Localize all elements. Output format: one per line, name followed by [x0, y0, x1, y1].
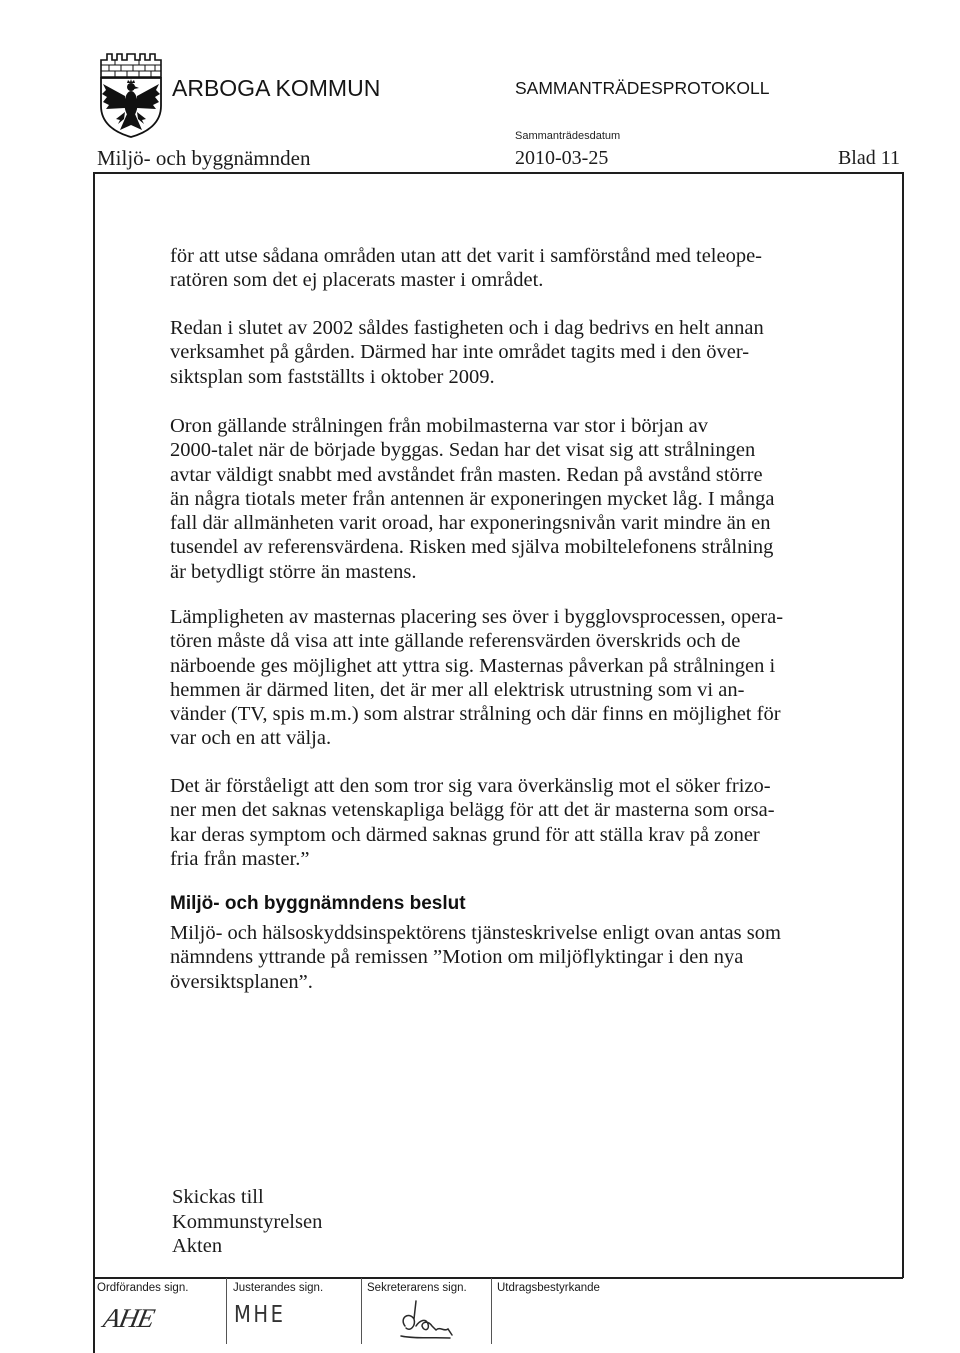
frame-right-border	[902, 172, 904, 1278]
text-line: Lämpligheten av masternas placering ses över i bygglovsprocessen, opera-	[170, 606, 784, 628]
signature-label-chair: Ordförandes sign.	[97, 1282, 189, 1294]
text-line: nämndens yttrande på remissen ”Motion om miljöflyktingar i den nya	[170, 946, 744, 969]
text-line: siktsplan som fastställts i oktober 2009.	[170, 365, 495, 388]
distribution-label: Skickas till	[172, 1186, 264, 1208]
text-line: för att utse sådana områden utan att det varit i samförstånd med teleope-	[170, 245, 763, 267]
text-line: var och en att välja.	[170, 727, 332, 750]
text-line: 2000-talet när de började byggas. Sedan har det visat sig att strålningen	[170, 439, 756, 462]
text-line: tusendel av referensvärdena. Risken med själva mobiltelefonens strålning	[170, 536, 774, 559]
text-line: kar deras symptom och därmed saknas grund för att ställa krav på zoner	[170, 823, 760, 846]
text-line: är betydligt större än mastens.	[170, 560, 417, 583]
decision-heading: Miljö- och byggnämndens beslut	[170, 893, 466, 914]
text-line: ner men det saknas vetenskapliga belägg för att det är masterna som orsa-	[170, 799, 775, 822]
signature-label-secretary: Sekreterarens sign.	[367, 1282, 467, 1294]
text-line: Det är förståeligt att den som tror sig vara överkänslig mot el söker frizo-	[170, 775, 771, 797]
distribution-list	[172, 1185, 322, 1259]
secretary-signature	[395, 1296, 455, 1340]
signature-cell-separator	[491, 1278, 492, 1344]
distribution-recipient: Akten	[172, 1235, 223, 1257]
text-line: ratören som det ej placerats master i området.	[170, 269, 544, 292]
signature-label-certification: Utdragsbestyrkande	[497, 1282, 600, 1294]
text-line: fria från master.”	[170, 847, 310, 870]
text-line: fall där allmänheten varit oroad, har exponeringsnivån varit mindre än en	[170, 512, 771, 535]
paragraph	[170, 316, 764, 389]
text-line: hemmen är därmed liten, det är mer all elektrisk utrustning som vi an-	[170, 678, 745, 701]
document-type: SAMMANTRÄDESPROTOKOLL	[515, 78, 770, 98]
adjuster-signature: MHE	[234, 1302, 286, 1328]
text-line: översiktsplanen”.	[170, 970, 313, 993]
chair-signature: AHE	[100, 1303, 157, 1333]
signature-row-divider	[93, 1277, 903, 1279]
text-line: Redan i slutet av 2002 såldes fastigheten och i dag bedrivs en helt annan	[170, 317, 764, 339]
signature-cell-separator	[361, 1278, 362, 1344]
text-line: närboende ges möjlighet att yttra sig. Masternas påverkan på strålningen i	[170, 654, 776, 677]
text-line: tören måste då visa att inte gällande referensvärden överskrids och de	[170, 630, 741, 653]
paragraph	[170, 605, 783, 751]
page-number: Blad 11	[837, 147, 900, 169]
paragraph	[170, 414, 775, 584]
decision-paragraph	[170, 921, 781, 994]
text-line: Miljö- och hälsoskyddsinspektörens tjänsteskrivelse enligt ovan antas som	[170, 922, 781, 944]
text-line: än några tiotals meter från antennen är exponeringen mycket låg. I många	[170, 487, 775, 510]
text-line: verksamhet på gården. Därmed har inte området tagits med i den över-	[170, 341, 750, 364]
text-line: Oron gällande strålningen från mobilmasterna var stor i början av	[170, 415, 708, 437]
text-line: vänder (TV, spis m.m.) som alstrar strålning och där finns en möjlighet för	[170, 703, 781, 726]
committee-name: Miljö- och byggnämnden	[97, 146, 311, 170]
coat-of-arms-icon	[97, 50, 165, 138]
paragraph	[170, 774, 775, 871]
distribution-recipient: Kommunstyrelsen	[172, 1210, 323, 1233]
header-divider	[93, 172, 903, 174]
signature-label-adjuster: Justerandes sign.	[233, 1282, 324, 1294]
text-line: avtar väldigt snabbt med avståndet från masten. Redan på avstånd större	[170, 463, 763, 486]
signature-cell-separator	[226, 1278, 227, 1344]
meeting-date-label: Sammanträdesdatum	[515, 130, 621, 142]
frame-left-border	[93, 172, 95, 1353]
meeting-date: 2010-03-25	[515, 147, 609, 169]
paragraph	[170, 244, 762, 293]
municipality-name: ARBOGA KOMMUN	[172, 75, 381, 101]
